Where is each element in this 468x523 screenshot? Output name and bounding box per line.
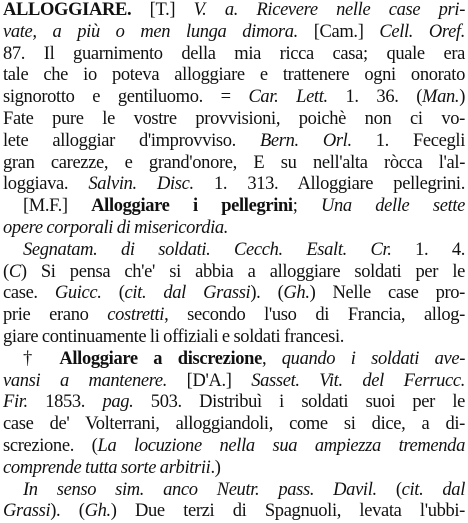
entry-line: [3, 109, 465, 131]
definition-text: opere corporali di misericordia.: [3, 217, 229, 238]
entry-line: [3, 480, 465, 502]
entry-line: [3, 153, 465, 175]
citation-author: Salvin. Disc.: [88, 174, 194, 195]
citation-note: cit. dal Grassi: [124, 283, 251, 304]
punctuation: ,: [261, 348, 282, 369]
source-tag: Gh.: [84, 501, 111, 522]
citation-author: Sasset. Vit. del Ferrucc.: [251, 370, 466, 391]
entry-line: [3, 65, 465, 87]
source-tag: Gh.: [283, 283, 310, 304]
entry-line: [3, 327, 465, 349]
entry-line: [3, 349, 465, 371]
entry-line: [3, 262, 465, 284]
entry-line: [3, 371, 465, 393]
editor-note: comprende tutta sorte arbitrii: [3, 457, 211, 478]
citation-author: Bern. Orl.: [259, 130, 352, 151]
quotation-text: signorotto e gentiluomo. =: [3, 87, 249, 108]
citation-note: cit. dal: [401, 479, 465, 500]
entry-line: [3, 458, 465, 480]
citation-ref: 1. 4.: [391, 239, 465, 260]
punctuation: .): [210, 457, 221, 478]
entry-line: [3, 87, 465, 109]
quotation-text: 1. Fecegli: [351, 130, 465, 151]
punctuation: ). (: [50, 501, 85, 522]
entry-line: [3, 305, 465, 327]
citation-note: Grassi: [3, 501, 51, 522]
definition-text: quando i soldati ave-: [281, 348, 466, 369]
editor-note: La locuzione nella sua ampiezza tremenda: [97, 435, 465, 456]
definition-text: Una delle sette: [320, 196, 466, 217]
citation-author: Fir.: [3, 392, 28, 413]
quotation-text: lete alloggiar d'improvviso.: [3, 130, 260, 151]
entry-line: [3, 414, 465, 436]
emphasis-word: costretti: [107, 305, 165, 326]
quotation-text: ) Nelle case pro-: [309, 283, 465, 304]
punctuation: ;: [292, 196, 321, 217]
entry-line: [3, 44, 465, 66]
entry-line: [3, 240, 465, 262]
quotation-text: tale che io poteva alloggiare e trattenere ogni onorato: [3, 65, 465, 86]
entry-line: [3, 196, 465, 218]
punctuation: ). (: [250, 283, 284, 304]
quotation-text: 1. 313. Alloggiare pellegrini.: [193, 174, 465, 195]
entry-line: [3, 436, 465, 458]
citation-ref: pag.: [102, 392, 134, 413]
dagger-mark: †: [23, 348, 60, 369]
citation-author: Car. Lett.: [248, 87, 328, 108]
source-tag: [M.F.]: [23, 196, 92, 217]
source-tag: Man.: [422, 87, 460, 108]
quotation-text: case de' Volterrani, alloggiandoli, come si dice, a di-: [3, 414, 465, 435]
entry-line: [3, 22, 465, 44]
quotation-text: 503. Distribuì i soldati suoi per le: [133, 392, 465, 413]
definition-text: V. a. Ricevere nelle case pri-: [193, 0, 466, 20]
quotation-text: case.: [3, 283, 55, 304]
subentry-phrase: Alloggiare i pellegrini: [91, 196, 293, 217]
source-tag: C: [8, 261, 21, 282]
entry-line: [3, 0, 465, 22]
citation-author: Guicc.: [54, 283, 102, 304]
quotation-text: , secondo l'uso di Francia, allog-: [164, 305, 465, 326]
source-tag: [Cam.]: [297, 21, 380, 42]
quotation-text: screzione. (: [3, 435, 98, 456]
citation-ref: 1853.: [27, 392, 103, 413]
citation-ref: 1. 36. (: [327, 87, 423, 108]
definition-text: In senso sim. anco Neutr. pass. Davil.: [23, 479, 377, 500]
quotation-text: Fate pure le vostre provvisioni, poichè non ci vo-: [3, 108, 465, 129]
definition-text: Segnatam. di soldati. Cecch. Esalt. Cr.: [23, 239, 392, 260]
entry-line: [3, 131, 465, 153]
quotation-text: gran carezze, e grand'onore, E su nell'alta ròcca l'al-: [3, 152, 465, 173]
dictionary-entry-alloggiare: [3, 0, 465, 523]
citation-author: Cell. Oref.: [379, 21, 466, 42]
entry-line: [3, 501, 465, 523]
quotation-text: prie erano: [3, 305, 108, 326]
entry-line: [3, 174, 465, 196]
punctuation: ): [459, 87, 465, 108]
punctuation: (: [101, 283, 125, 304]
source-tag: [T.]: [131, 0, 194, 20]
entry-line: [3, 218, 465, 240]
subentry-phrase: Alloggiare a discrezione: [59, 348, 262, 369]
definition-text: vate, a più o men lunga dimora.: [3, 21, 298, 42]
punctuation: (: [376, 479, 402, 500]
definition-text: vansi a mantenere.: [3, 370, 168, 391]
source-tag: [D'A.]: [167, 370, 252, 391]
quotation-text: ) Si pensa ch'e' si abbia a alloggiare soldati per le: [20, 261, 465, 282]
quotation-text: loggiava.: [3, 174, 89, 195]
entry-line: [3, 283, 465, 305]
quotation-text: 87. Il guarnimento della mia ricca casa; quale era: [3, 43, 465, 64]
headword: ALLOGGIARE.: [3, 0, 132, 20]
quotation-text: giare continuamente li offiziali e soldati francesi.: [3, 326, 345, 347]
entry-line: [3, 392, 465, 414]
punctuation: (: [3, 261, 9, 282]
quotation-text: ) Due terzi di Spagnuoli, levata l'ubbi-: [110, 501, 465, 522]
